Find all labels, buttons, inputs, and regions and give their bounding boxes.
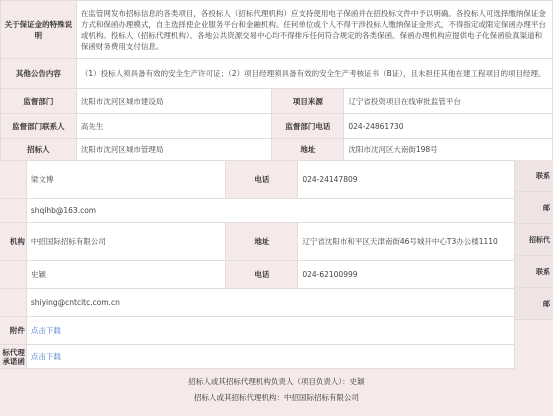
other-content-label: 其他公告内容 (1, 59, 77, 89)
supervision-dept-label: 监督部门 (1, 89, 77, 114)
agent-contact-value: 史颖 (26, 261, 226, 289)
announcement-info-table (0, 0, 553, 160)
agent-promise-download-link[interactable]: 点击下载 (30, 352, 61, 361)
project-source-label: 项目来源 (272, 89, 344, 114)
footer-line-2: 招标人或其招标代理机构：中招国际招标有限公司 (194, 393, 359, 402)
address-value: 沈阳市沈河区大南街198号 (344, 139, 553, 161)
supervision-contact-label: 监督部门联系人 (1, 114, 77, 139)
special-note-text: 在监管网发布招标信息的各类项目，各投标人（招标代理机构）应支持使用电子保函并在招投标文件中予以明确。各投标人可选择缴纳保证金方式和保函办理模式，自主选择使企业服务平台和金融机构。任何单位或个人不得干涉投标人缴纳保证金形式，不得指定或限定保函办理平台或机构。投标人（招标代理机构）、各地公共资源交易中心均不得排斥任何符合规定的各类保函。保函办理机构应提供电子化保函验真渠道和保函财务费用支付信息。 (76, 1, 552, 59)
agency-value: 中招国际招标有限公司 (26, 223, 226, 261)
table-row (1, 114, 553, 139)
contact-name-value: 梁文博 (26, 161, 226, 199)
supervision-dept-value: 沈阳市沈河区城市建设局 (76, 89, 272, 114)
other-content-text: （1）投标人须具备有效的安全生产许可证；（2）项目经理须具备有效的安全生产考核证书（B证），且未担任其他在建工程项目的项目经理。 (76, 59, 552, 89)
bottom-announcement-panel (0, 160, 553, 416)
attachment-label: 附件 (0, 317, 26, 345)
right-label-3: 联系 (515, 256, 553, 288)
agency-label: 机构 (0, 223, 26, 261)
right-label-0: 联系 (515, 160, 553, 192)
right-column-labels (514, 160, 553, 320)
supervision-phone-label: 监督部门电话 (272, 114, 344, 139)
agency-info-table (0, 160, 515, 369)
special-note-label: 关于保证金的特殊说明 (1, 1, 77, 59)
table-row (1, 139, 553, 161)
table-row (1, 1, 553, 59)
agent-phone-label: 电话 (226, 261, 298, 289)
right-label-4: 邮 (515, 288, 553, 320)
footer-line-1: 招标人或其招标代理机构负责人（项目负责人）：史颖 (188, 377, 365, 386)
table-row (1, 89, 553, 114)
email-value: shqlhb@163.com (26, 199, 514, 223)
agency-address-label: 地址 (226, 223, 298, 261)
right-label-1: 邮 (515, 192, 553, 224)
project-source-value: 辽宁省投资项目在线审批监管平台 (344, 89, 553, 114)
phone-value: 024-24147809 (298, 161, 515, 199)
tenderer-value: 沈阳市沈河区城市管理局 (76, 139, 272, 161)
phone-label: 电话 (226, 161, 298, 199)
attachment-download-link[interactable]: 点击下载 (30, 326, 61, 335)
supervision-phone-value: 024-24861730 (344, 114, 553, 139)
tenderer-label: 招标人 (1, 139, 77, 161)
supervision-contact-value: 高先生 (76, 114, 272, 139)
agent-phone-value: 024-62100999 (298, 261, 515, 289)
agency-address-value: 辽宁省沈阳市和平区天津南街46号城开中心T3办公楼1110 (298, 223, 515, 261)
agent-promise-label: 标代理 承诺函 (0, 345, 26, 369)
address-label: 地址 (272, 139, 344, 161)
agent-email-value: shiying@cntcitc.com.cn (26, 289, 514, 317)
right-label-2: 招标代 (515, 224, 553, 256)
top-announcement-panel (0, 0, 553, 160)
table-row (1, 59, 553, 89)
